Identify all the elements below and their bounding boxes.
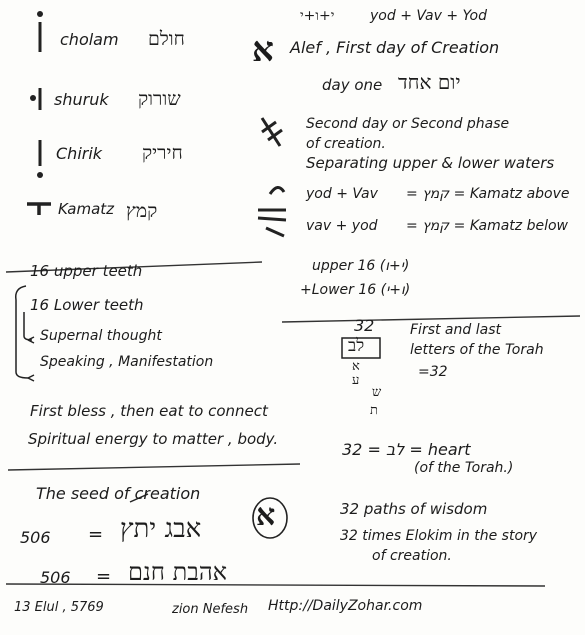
heart-line-1: 32 = לב = heart <box>342 440 471 459</box>
lamed-bet-letters: לב <box>348 336 365 356</box>
elokim-line-1: 32 times Elokim in the story <box>340 528 538 544</box>
seed-equals-2: = <box>96 566 112 587</box>
torah-letter-1: א <box>352 359 360 374</box>
first-last-line-2: letters of the Torah <box>410 342 544 358</box>
thirtytwo-label: 32 <box>354 316 375 335</box>
footer-author: zion Nefesh <box>172 602 249 617</box>
yod-vav-label: yod + Vav <box>306 186 378 202</box>
speaking-line: Speaking , Manifestation <box>40 354 214 370</box>
vowel-hebrew-kamatz: קמץ <box>126 200 158 222</box>
alef-day-one-hebrew: יום אחד <box>398 70 461 94</box>
of-creation-line: of creation. <box>306 136 386 152</box>
cholam-mark <box>37 11 43 52</box>
upper-16-line: upper 16 (י+ו) <box>312 258 410 274</box>
vowel-hebrew-chirik: חיריק <box>142 142 183 164</box>
alef-formula-text: yod + Vav + Yod <box>370 8 488 24</box>
split-alef-mark <box>262 118 282 146</box>
alef-formula-hebrew: י+ו+י <box>300 8 335 24</box>
vowel-name-kamatz: Kamatz <box>58 200 115 218</box>
upper-teeth-line: 16 upper teeth <box>30 262 143 280</box>
eq-32-line: =32 <box>418 364 448 380</box>
teeth-bracket <box>16 286 28 378</box>
vowel-name-chirik: Chirik <box>56 144 103 163</box>
lower-teeth-line: 16 Lower teeth <box>30 296 144 314</box>
vav-yod-equation: = קמץ = Kamatz below <box>406 218 568 234</box>
seed-number-1: 506 <box>20 528 51 547</box>
first-last-line-1: First and last <box>410 322 501 338</box>
seed-alef: א <box>256 498 276 533</box>
torah-letter-2: ע <box>352 373 360 388</box>
second-day-line: Second day or Second phase <box>306 116 510 132</box>
vowel-hebrew-shuruk: שורוק <box>138 88 181 110</box>
alef-day-one-text: day one <box>322 76 383 94</box>
elokim-line-2: of creation. <box>372 548 452 564</box>
divider-footer <box>6 584 545 586</box>
vav-yod-label: vav + yod <box>306 218 378 234</box>
divider-left-bottom <box>8 464 300 470</box>
torah-letter-3: ש <box>372 385 382 400</box>
torah-letter-4: ת <box>370 403 378 418</box>
bless-line-2: Spiritual energy to matter , body. <box>28 430 279 448</box>
seed-equals-1: = <box>88 524 104 545</box>
heart-line-2: (of the Torah.) <box>414 460 514 476</box>
chirik-mark <box>37 140 43 178</box>
alef-first-day: Alef , First day of Creation <box>290 38 500 57</box>
separating-line: Separating upper & lower waters <box>306 154 555 172</box>
seed-hebrew-1: אבג יתץ <box>120 514 202 544</box>
footer-url: Http://DailyZohar.com <box>268 598 423 614</box>
seed-hebrew-2: אהבת חנם <box>128 558 228 586</box>
paths-line: 32 paths of wisdom <box>340 500 488 518</box>
kamatz-mark <box>27 204 51 215</box>
seed-title: The seed of creation <box>36 484 201 503</box>
vowel-hebrew-cholam: חולם <box>148 28 185 50</box>
yod-vav-equation: = קמץ = Kamatz above <box>406 186 570 202</box>
vowel-name-cholam: cholam <box>60 30 119 49</box>
separated-alef-mark <box>258 187 286 236</box>
bless-line-1: First bless , then eat to connect <box>30 402 268 420</box>
shuruk-mark <box>30 88 40 110</box>
vowel-name-shuruk: shuruk <box>54 90 109 109</box>
alef-big-letter: א <box>252 30 274 70</box>
seed-number-2: 506 <box>40 568 71 587</box>
footer-date: 13 Elul , 5769 <box>14 600 104 615</box>
lower-16-line: +Lower 16 (ו+י) <box>300 282 411 298</box>
supernal-thought-line: Supernal thought <box>40 328 162 344</box>
